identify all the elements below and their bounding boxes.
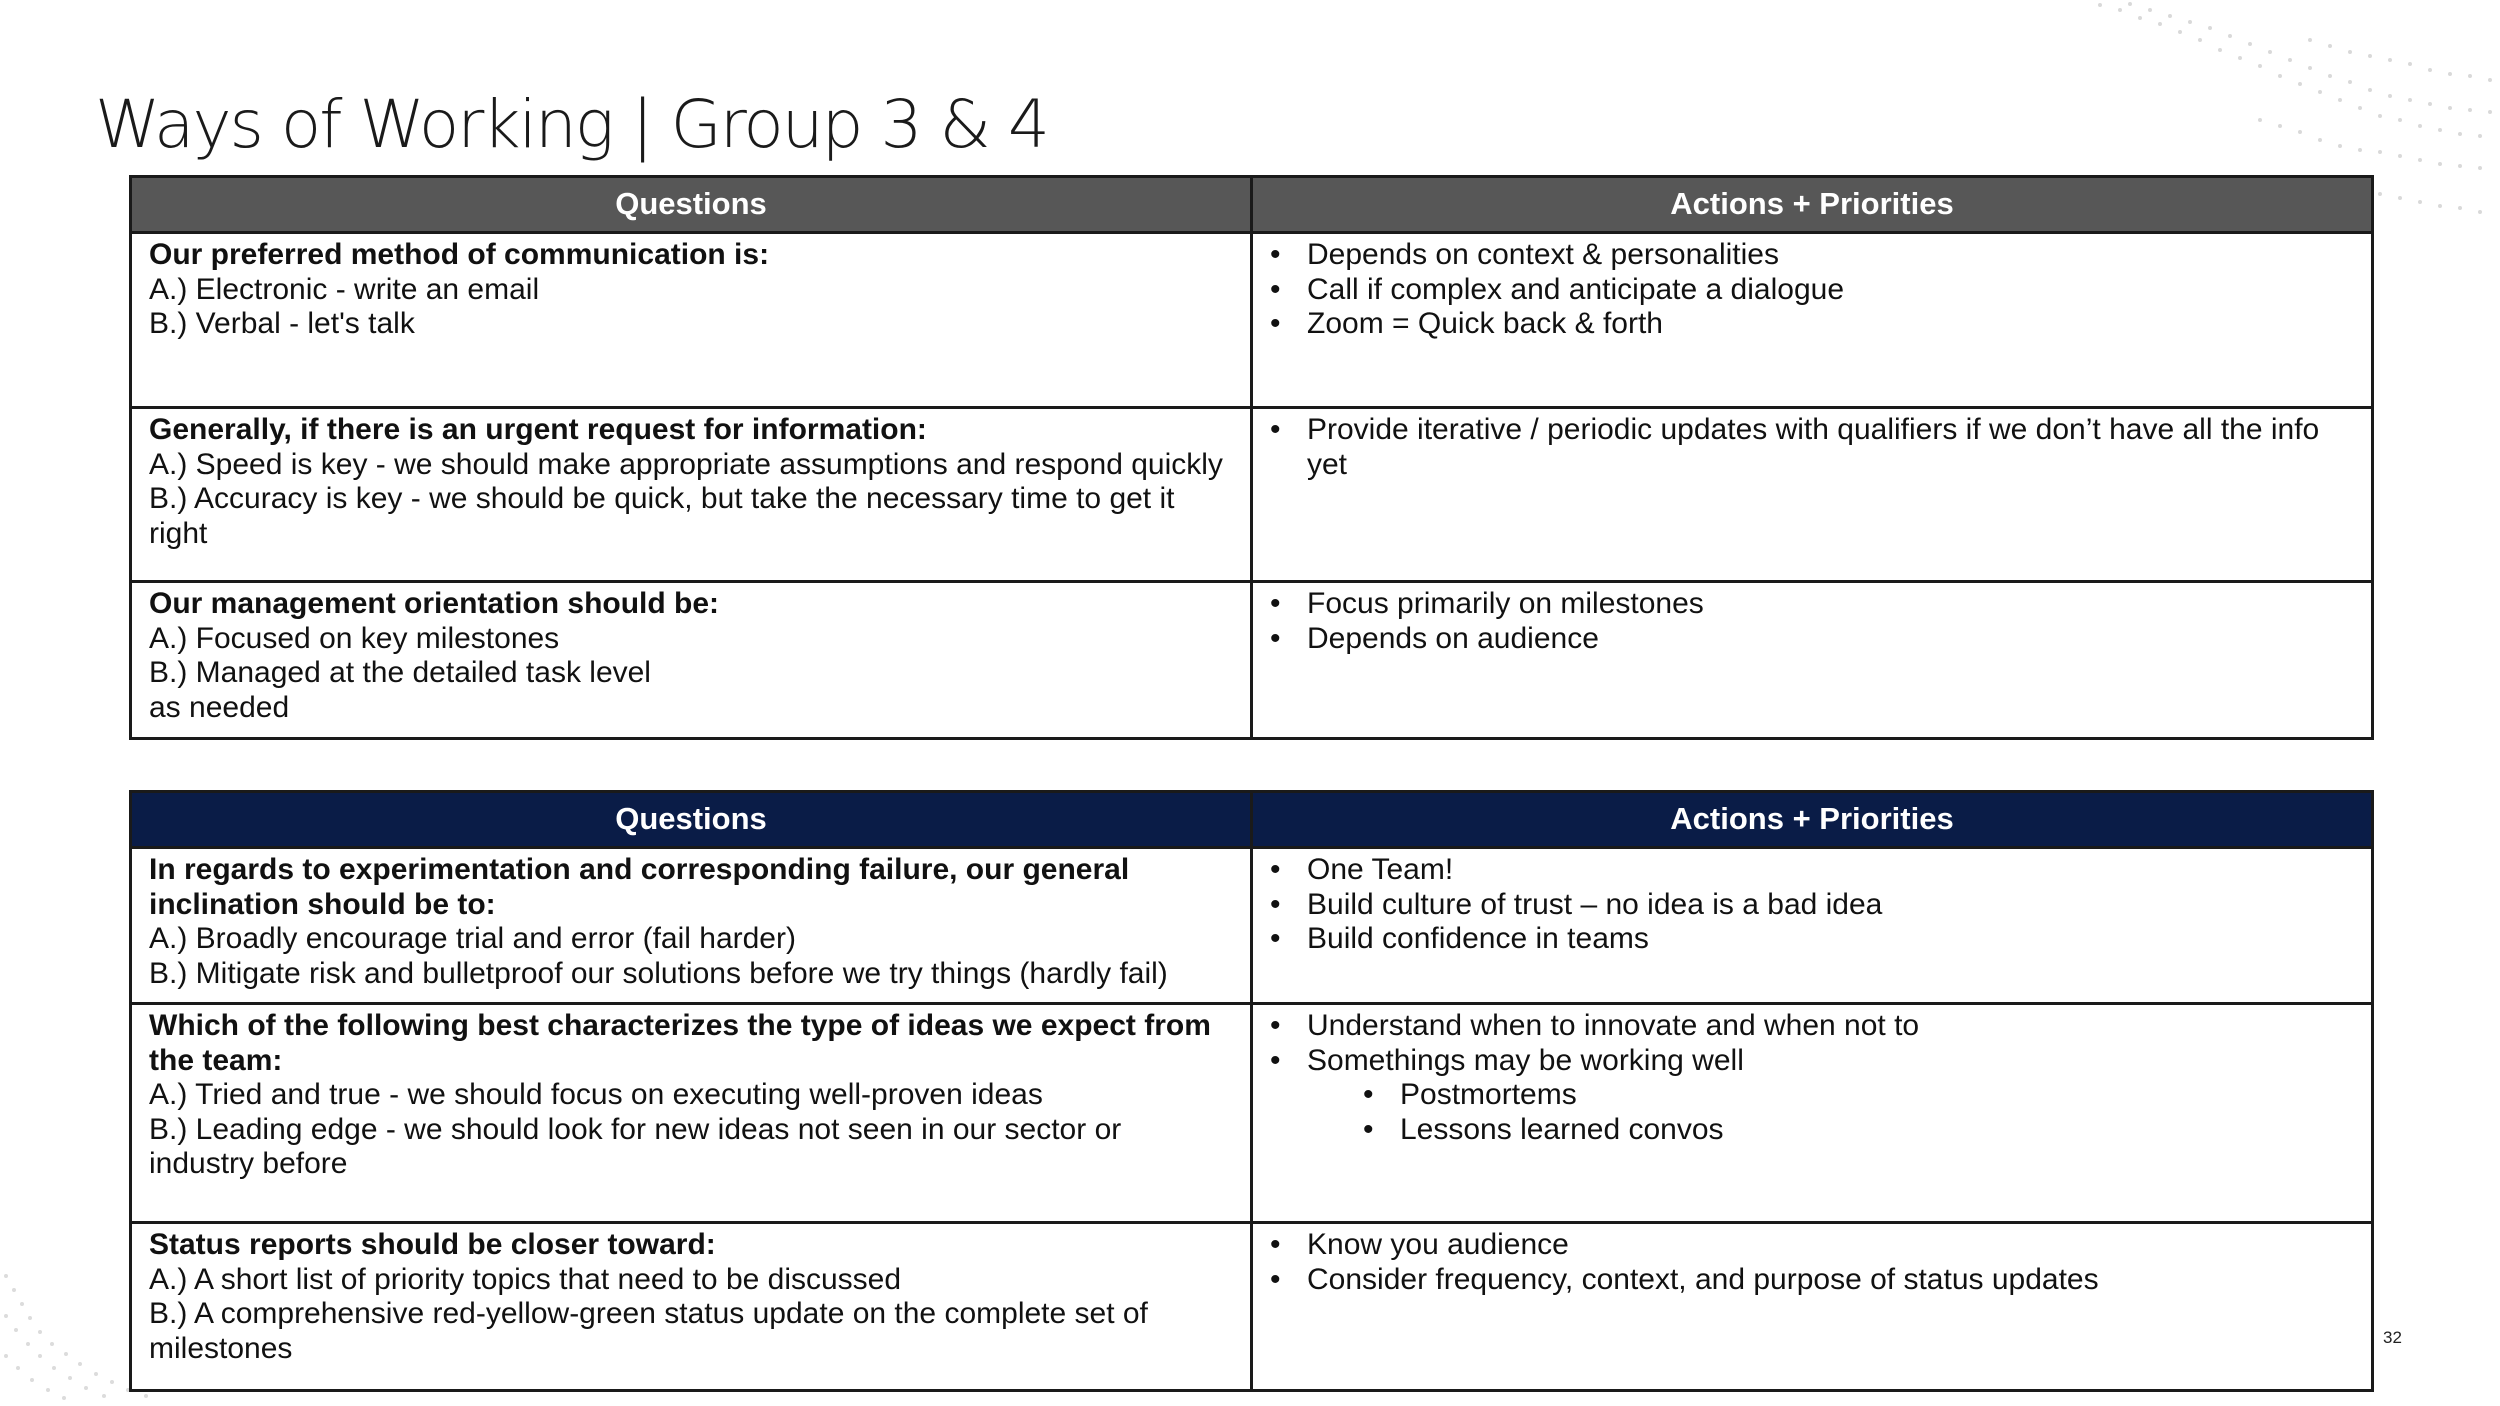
table-row [131,1004,2373,1223]
actions-cell [1252,408,2373,582]
questions-header: Questions [131,177,1252,233]
question-title: Status reports should be closer toward: [149,1228,716,1261]
sub-action-item: • Postmortems [1363,1078,2355,1113]
question-option: A.) Focused on key milestones [149,621,560,655]
questions-header: Questions [131,792,1252,848]
question-option: B.) A comprehensive red-yellow-green status update on the complete set of milestones [149,1297,1148,1365]
action-item: • Depends on context & personalities [1270,238,2355,273]
actions-cell [1252,233,2373,408]
actions-priorities-header: Actions + Priorities [1252,792,2373,848]
question-title: Our preferred method of communication is: [149,238,770,271]
question-option: B.) Leading edge - we should look for new ideas not seen in our sector or industry before [149,1112,1122,1180]
question-option: A.) Electronic - write an email [149,272,540,306]
sub-action-item: • Lessons learned convos [1363,1113,2355,1148]
question-title: Generally, if there is an urgent request for information: [149,413,927,446]
question-option: as needed [149,690,290,724]
action-item: • Consider frequency, context, and purpose of status updates [1270,1263,2355,1298]
question-cell [131,408,1252,582]
table-row [131,848,2373,1004]
question-option: B.) Accuracy is key - we should be quick, but take the necessary time to get it right [149,482,1175,550]
question-title: In regards to experimentation and corresponding failure, our general inclination should be to: [149,853,1130,921]
question-option: B.) Verbal - let's talk [149,307,415,340]
actions-priorities-header: Actions + Priorities [1252,177,2373,233]
ways-of-working-table-bottom [129,790,2374,1392]
actions-cell [1252,582,2373,739]
ways-of-working-table-top [129,175,2374,740]
action-item: • Call if complex and anticipate a dialogue [1270,273,2355,308]
actions-cell [1252,1004,2373,1223]
page-number: 32 [2383,1328,2402,1347]
question-cell [131,848,1252,1004]
action-item: • Focus primarily on milestones [1270,587,2355,622]
action-item: • Somethings may be working well [1270,1044,2355,1079]
action-item: • Know you audience [1270,1228,2355,1263]
slide-title: Ways of Working | Group 3 & 4 [95,86,1048,163]
table-header-row [131,792,2373,848]
question-option: A.) Speed is key - we should make appropriate assumptions and respond quickly [149,447,1223,481]
question-option: A.) Broadly encourage trial and error (fail harder) [149,922,796,955]
action-item: • Depends on audience [1270,622,2355,657]
action-item: • One Team! [1270,853,2355,888]
question-option: A.) Tried and true - we should focus on executing well-proven ideas [149,1078,1043,1111]
actions-cell [1252,848,2373,1004]
question-title: Our management orientation should be: [149,587,720,620]
table-row [131,582,2373,739]
action-item: • Build confidence in teams [1270,922,2355,957]
table-row [131,1223,2373,1391]
question-option: B.) Mitigate risk and bulletproof our solutions before we try things (hardly fail) [149,956,1168,990]
question-cell [131,1004,1252,1223]
table-row [131,233,2373,408]
question-cell [131,233,1252,408]
table-row [131,408,2373,582]
question-cell [131,582,1252,739]
action-item: • Zoom = Quick back & forth [1270,307,2355,342]
question-title: Which of the following best characterizes the type of ideas we expect from the team: [149,1009,1211,1077]
action-item: • Build culture of trust – no idea is a bad idea [1270,888,2355,923]
question-cell [131,1223,1252,1391]
question-option: A.) A short list of priority topics that need to be discussed [149,1262,902,1296]
question-option: B.) Managed at the detailed task level [149,656,651,689]
action-item: • Understand when to innovate and when not to [1270,1009,2355,1044]
table-header-row [131,177,2373,233]
action-item: • Provide iterative / periodic updates with qualifiers if we don’t have all the info yet [1270,413,2355,482]
actions-cell [1252,1223,2373,1391]
